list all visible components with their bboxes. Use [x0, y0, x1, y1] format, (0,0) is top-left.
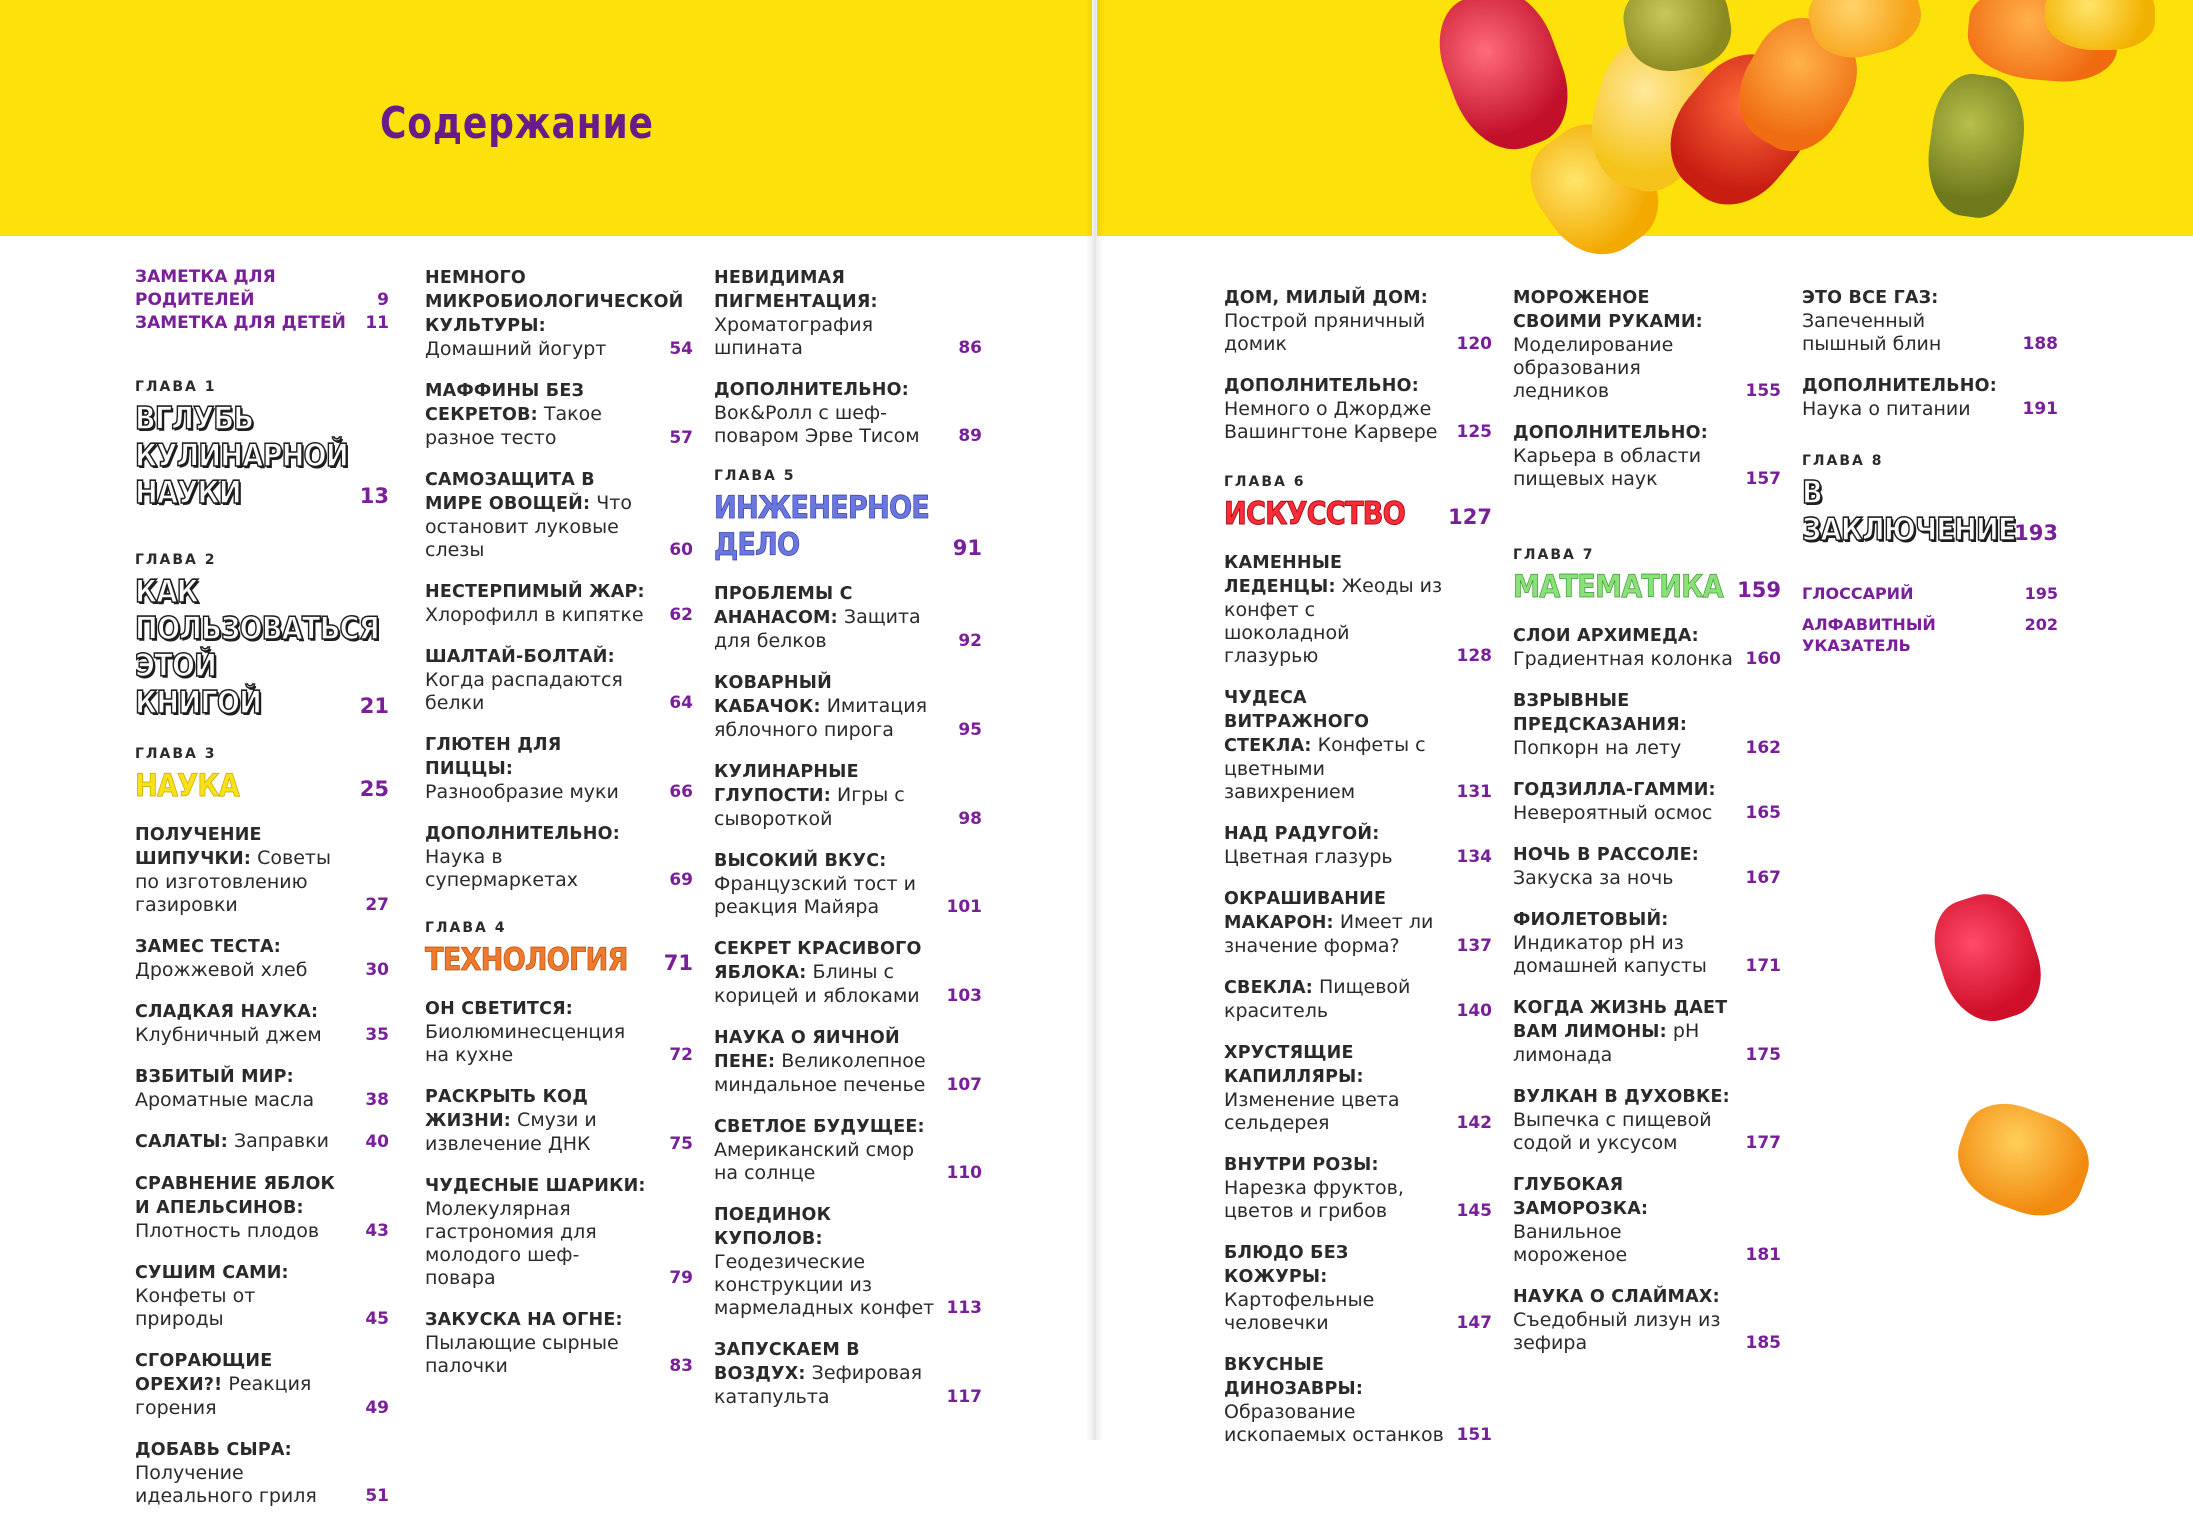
entry-description: Немного о Джордже Вашингтоне Карвере	[1224, 398, 1438, 443]
page-number: 147	[1456, 1313, 1492, 1333]
entry-description: Наука в супермаркетах	[425, 846, 579, 891]
toc-entry[interactable]	[425, 468, 693, 562]
toc-entry[interactable]	[1224, 976, 1492, 1023]
entry-title: СРАВНЕНИЕ ЯБЛОК И АПЕЛЬСИНОВ:	[135, 1174, 336, 1218]
entry-description: Клубничный джем	[135, 1024, 322, 1046]
entry-title: ГЛЮТЕН ДЛЯ ПИЦЦЫ:	[425, 735, 562, 779]
chapter-4[interactable]	[425, 920, 693, 979]
toc-entry[interactable]	[714, 266, 982, 360]
page-number: 79	[669, 1268, 693, 1288]
entry-description: Жеоды из конфет с шоколадной глазурью	[1224, 575, 1443, 667]
entry-description: Съедобный лизун из зефира	[1513, 1309, 1721, 1354]
page-number: 140	[1456, 1001, 1492, 1021]
entry-description: Реакция горения	[135, 1373, 312, 1419]
chapter-label: ГЛАВА 1	[135, 379, 217, 395]
entry-title: ГЛУБОКАЯ ЗАМОРОЗКА:	[1513, 1175, 1649, 1219]
page-number: 72	[669, 1045, 693, 1065]
entry-title: ПОЕДИНОК КУПОЛОВ:	[714, 1205, 832, 1249]
entry-description: Изменение цвета сельдерея	[1224, 1089, 1400, 1134]
entry-description: Советы по изготовлению газировки	[135, 847, 331, 916]
entry-description: Геодезические конструкции из мармеладных конфет	[714, 1251, 935, 1319]
toc-entry[interactable]	[1513, 1085, 1781, 1155]
toc-entry[interactable]	[714, 1115, 982, 1185]
page-number: 27	[365, 895, 389, 915]
page-number: 13	[359, 484, 389, 508]
page-number: 98	[958, 809, 982, 829]
toc-entry[interactable]	[1513, 624, 1781, 671]
entry-description: Ароматные масла	[135, 1089, 315, 1111]
page-number: 40	[365, 1132, 389, 1152]
entry-list	[714, 266, 982, 448]
toc-entry[interactable]	[1224, 1353, 1492, 1447]
toc-entry[interactable]	[425, 580, 693, 627]
page-number: 95	[958, 720, 982, 740]
page-number: 89	[958, 426, 982, 446]
page-number: 69	[669, 870, 693, 890]
entry-description: Конфеты с цветными завихрением	[1224, 734, 1426, 803]
toc-column-1	[135, 266, 389, 1526]
toc-entry[interactable]	[714, 582, 982, 653]
chapter-label: ГЛАВА 8	[1802, 453, 1884, 469]
entry-description: Невероятный осмос	[1513, 802, 1713, 824]
backmatter-index[interactable]	[1802, 614, 2058, 656]
entry-description: Заправки	[233, 1130, 329, 1152]
page-number: 171	[1745, 956, 1781, 976]
page-number: 71	[663, 951, 693, 975]
entry-title: ВУЛКАН В ДУХОВКЕ:	[1513, 1087, 1730, 1107]
page-number: 159	[1737, 578, 1781, 602]
page-number: 49	[365, 1398, 389, 1418]
entry-description: Нарезка фруктов, цветов и грибов	[1224, 1177, 1404, 1222]
entry-title: ДОПОЛНИТЕЛЬНО:	[1224, 376, 1419, 396]
page-number: 51	[365, 1486, 389, 1506]
entry-title: ВНУТРИ РОЗЫ:	[1224, 1155, 1379, 1175]
toc-entry[interactable]	[135, 1000, 389, 1047]
entry-title: ДОМ, МИЛЫЙ ДОМ:	[1224, 288, 1428, 308]
toc-entry[interactable]	[1802, 286, 2058, 356]
toc-entry[interactable]	[714, 849, 982, 919]
page-number: 9	[377, 290, 389, 310]
toc-entry[interactable]	[135, 1130, 389, 1154]
entry-title: ПОЛУЧЕНИЕ ШИПУЧКИ:	[135, 825, 262, 869]
page-title: Содержание	[380, 98, 654, 149]
entry-title: НАД РАДУГОЙ:	[1224, 824, 1380, 844]
entry-title: ЭТО ВСЕ ГАЗ:	[1802, 288, 1939, 308]
page-number: 127	[1448, 505, 1492, 529]
toc-entry[interactable]	[714, 937, 982, 1008]
page-number: 86	[958, 338, 982, 358]
page-number: 137	[1456, 936, 1492, 956]
toc-entry[interactable]	[1224, 1041, 1492, 1135]
toc-entry[interactable]	[1513, 286, 1781, 403]
entry-description: Цветная глазурь	[1224, 846, 1393, 868]
chapter-name: ИНЖЕНЕРНОЕ ДЕЛО	[714, 490, 930, 563]
page-number: 193	[2014, 521, 2058, 545]
page-number: 57	[669, 428, 693, 448]
page-number: 181	[1745, 1245, 1781, 1265]
toc-entry[interactable]	[425, 1085, 693, 1156]
entry-list	[1224, 551, 1492, 1447]
toc-entry[interactable]	[1513, 843, 1781, 890]
entry-description: Зефировая катапульта	[714, 1362, 923, 1408]
page-number: 188	[2022, 334, 2058, 354]
chapter-name: ТЕХНОЛОГИЯ	[425, 942, 628, 978]
toc-entry[interactable]	[1224, 374, 1492, 444]
toc-entry[interactable]	[135, 935, 389, 982]
entry-title: ЗАКУСКА НА ОГНЕ:	[425, 1310, 623, 1330]
toc-entry[interactable]	[425, 997, 693, 1067]
entry-title: СГОРАЮЩИЕ ОРЕХИ?!	[135, 1351, 273, 1395]
page-number: 175	[1745, 1045, 1781, 1065]
entry-title: СЛОИ АРХИМЕДА:	[1513, 626, 1699, 646]
entry-title: ДОБАВЬ СЫРА:	[135, 1440, 292, 1460]
toc-entry[interactable]	[714, 671, 982, 742]
page-number: 103	[946, 986, 982, 1006]
toc-entry[interactable]	[1224, 286, 1492, 356]
entry-description: Дрожжевой хлеб	[135, 959, 308, 981]
entry-description: Выпечка с пищевой содой и уксусом	[1513, 1109, 1712, 1154]
toc-entry[interactable]	[1513, 996, 1781, 1067]
entry-list	[425, 997, 693, 1378]
chapter-name: КАК ПОЛЬЗОВАТЬСЯ ЭТОЙ КНИГОЙ	[135, 574, 379, 721]
entry-list	[1513, 286, 1781, 491]
toc-entry[interactable]	[425, 1174, 693, 1290]
chapter-name: ВГЛУБЬ КУЛИНАРНОЙ НАУКИ	[135, 401, 348, 511]
entry-description: Вок&Ролл с шеф-поваром Эрве Тисом	[714, 402, 920, 447]
entry-title: БЛЮДО БЕЗ КОЖУРЫ:	[1224, 1243, 1349, 1287]
page-number: 25	[359, 777, 389, 801]
entry-title: НАУКА О СЛАЙМАХ:	[1513, 1287, 1720, 1307]
entry-title: НЕВИДИМАЯ ПИГМЕНТАЦИЯ:	[714, 268, 878, 312]
entry-description: pH лимонада	[1513, 1020, 1700, 1066]
entry-title: САМОЗАЩИТА В МИРЕ ОВОЩЕЙ:	[425, 470, 595, 514]
entry-title: СВЕКЛА:	[1224, 978, 1313, 998]
toc-entry[interactable]	[1224, 822, 1492, 869]
entry-title: СЕКРЕТ КРАСИВОГО ЯБЛОКА:	[714, 939, 922, 983]
chapter-label: ГЛАВА 5	[714, 468, 796, 484]
entry-description: Игры с сывороткой	[714, 784, 905, 830]
entry-list	[1224, 286, 1492, 444]
entry-title: ХРУСТЯЩИЕ КАПИЛЛЯРЫ:	[1224, 1043, 1364, 1087]
chapter-name: НАУКА	[135, 768, 239, 804]
entry-title: НОЧЬ В РАССОЛЕ:	[1513, 845, 1699, 865]
entry-title: СВЕТЛОЕ БУДУЩЕЕ:	[714, 1117, 925, 1137]
note-title: ЗАМЕТКА ДЛЯ ДЕТЕЙ	[135, 313, 346, 333]
page-number: 45	[365, 1309, 389, 1329]
toc-entry[interactable]	[425, 379, 693, 450]
toc-entry[interactable]	[425, 733, 693, 804]
entry-title: ДОПОЛНИТЕЛЬНО:	[1802, 376, 1997, 396]
chapter-3[interactable]	[135, 746, 389, 805]
toc-column-2	[425, 266, 693, 1396]
entry-description: Что остановит луковые слезы	[425, 492, 632, 561]
toc-entry[interactable]	[1224, 551, 1492, 668]
toc-entry[interactable]	[1224, 686, 1492, 804]
page-number: 157	[1745, 469, 1781, 489]
entry-title: НАУКА О ЯИЧНОЙ ПЕНЕ:	[714, 1028, 900, 1072]
page-number: 160	[1745, 649, 1781, 669]
toc-column-5	[1513, 286, 1781, 1373]
toc-entry[interactable]	[135, 1349, 389, 1420]
entry-description: Великолепное миндальное печенье	[714, 1050, 926, 1096]
toc-column-3	[714, 266, 982, 1427]
page-number: 107	[946, 1075, 982, 1095]
page-number: 64	[669, 693, 693, 713]
chapter-name: ИСКУССТВО	[1224, 496, 1405, 532]
entry-title: КОВАРНЫЙ КАБАЧОК:	[714, 673, 832, 717]
entry-description: Получение идеального гриля	[135, 1462, 317, 1507]
chapter-name: В ЗАКЛЮЧЕНИЕ	[1802, 475, 2016, 548]
toc-entry[interactable]	[714, 760, 982, 831]
entry-description: Пылающие сырные палочки	[425, 1332, 619, 1377]
entry-description: Закуска за ночь	[1513, 867, 1674, 889]
entry-description: Когда распадаются белки	[425, 669, 623, 714]
entry-title: РАСКРЫТЬ КОД ЖИЗНИ:	[425, 1087, 589, 1131]
entry-description: Молекулярная гастрономия для молодого шеф-повара	[425, 1198, 597, 1289]
toc-entry[interactable]	[135, 1065, 389, 1112]
entry-title: ШАЛТАЙ-БОЛТАЙ:	[425, 647, 615, 667]
page-number: 83	[669, 1356, 693, 1376]
entry-description: Картофельные человечки	[1224, 1289, 1375, 1334]
entry-description: Такое разное тесто	[425, 403, 602, 449]
page-number: 60	[669, 540, 693, 560]
page-number: 151	[1456, 1425, 1492, 1445]
entry-description: Наука о питании	[1802, 398, 1971, 420]
entry-title: ЧУДЕСА ВИТРАЖНОГО СТЕКЛА:	[1224, 688, 1370, 756]
toc-entry[interactable]	[714, 1026, 982, 1097]
entry-description: Карьера в области пищевых наук	[1513, 445, 1702, 490]
toc-column-4	[1224, 286, 1492, 1465]
entry-description: Запеченный пышный блин	[1802, 310, 1942, 355]
toc-entry[interactable]	[135, 1261, 389, 1331]
toc-entry[interactable]	[1513, 1173, 1781, 1267]
toc-entry[interactable]	[1802, 374, 2058, 421]
page-number: 62	[669, 605, 693, 625]
page-number: 162	[1745, 738, 1781, 758]
toc-entry[interactable]	[135, 1438, 389, 1508]
page-number: 75	[669, 1134, 693, 1154]
chapter-name: МАТЕМАТИКА	[1513, 569, 1723, 605]
page-number: 185	[1745, 1333, 1781, 1353]
chapter-label: ГЛАВА 6	[1224, 474, 1306, 490]
page-number: 92	[958, 631, 982, 651]
page-number: 165	[1745, 803, 1781, 823]
chapter-1[interactable]	[135, 379, 389, 512]
toc-entry[interactable]	[714, 378, 982, 448]
entry-description: Домашний йогурт	[425, 338, 607, 360]
page-number: 30	[365, 960, 389, 980]
entry-description: Французский тост и реакция Майяра	[714, 873, 917, 918]
chapter-label: ГЛАВА 4	[425, 920, 507, 936]
page-number: 191	[2022, 399, 2058, 419]
chapter-6[interactable]	[1224, 474, 1492, 533]
page-number: 117	[946, 1387, 982, 1407]
entry-title: ОКРАШИВАНИЕ МАКАРОН:	[1224, 889, 1387, 933]
page-number: 43	[365, 1221, 389, 1241]
entry-title: СУШИМ САМИ:	[135, 1263, 289, 1283]
entry-title: ДОПОЛНИТЕЛЬНО:	[1513, 423, 1708, 443]
entry-list	[1513, 624, 1781, 1355]
entry-title: ОН СВЕТИТСЯ:	[425, 999, 573, 1019]
entry-description: Индикатор pH из домашней капусты	[1513, 932, 1707, 977]
chapter-label: ГЛАВА 3	[135, 746, 217, 762]
entry-description: Разнообразие муки	[425, 781, 619, 803]
page-number: 35	[365, 1025, 389, 1045]
page-number: 54	[669, 339, 693, 359]
note-parents[interactable]	[135, 266, 389, 312]
entry-title: КАМЕННЫЕ ЛЕДЕНЦЫ:	[1224, 553, 1343, 597]
note-title: ЗАМЕТКА ДЛЯ РОДИТЕЛЕЙ	[135, 267, 276, 310]
page-number: 113	[946, 1298, 982, 1318]
chapter-2[interactable]	[135, 552, 389, 722]
entry-title: ПРОБЛЕМЫ С АНАНАСОМ:	[714, 584, 853, 628]
toc-entry[interactable]	[425, 1308, 693, 1378]
entry-title: ЗАПУСКАЕМ В ВОЗДУХ:	[714, 1340, 860, 1384]
toc-entry[interactable]	[1513, 421, 1781, 491]
chapter-8[interactable]	[1802, 453, 2058, 549]
entry-title: ВЫСОКИЙ ВКУС:	[714, 851, 887, 871]
entry-title: НЕМНОГО МИКРОБИОЛОГИЧЕСКОЙ КУЛЬТУРЫ:	[425, 268, 684, 336]
entry-description: Построй пряничный домик	[1224, 310, 1426, 355]
entry-description: Хроматография шпината	[714, 314, 874, 359]
entry-description: Американский смор на солнце	[714, 1139, 915, 1184]
entry-description: Пищевой краситель	[1224, 976, 1411, 1022]
entry-title: КУЛИНАРНЫЕ ГЛУПОСТИ:	[714, 762, 859, 806]
note-kids[interactable]	[135, 312, 389, 335]
entry-description: Плотность плодов	[135, 1220, 320, 1242]
entry-title: ГОДЗИЛЛА-ГАММИ:	[1513, 780, 1716, 800]
toc-entry[interactable]	[1224, 1153, 1492, 1223]
page-number: 177	[1745, 1133, 1781, 1153]
entry-title: ДОПОЛНИТЕЛЬНО:	[714, 380, 909, 400]
page-number: 145	[1456, 1201, 1492, 1221]
page-number: 11	[365, 313, 389, 333]
page-number: 125	[1456, 422, 1492, 442]
entry-description: Биолюминесценция на кухне	[425, 1021, 626, 1066]
toc-entry[interactable]	[135, 823, 389, 917]
entry-list	[1802, 286, 2058, 421]
entry-title: ЧУДЕСНЫЕ ШАРИКИ:	[425, 1176, 646, 1196]
page-number: 21	[359, 694, 389, 718]
toc-entry[interactable]	[425, 822, 693, 892]
toc-entry[interactable]	[1513, 689, 1781, 760]
page-number: 110	[946, 1163, 982, 1183]
toc-entry[interactable]	[425, 645, 693, 715]
chapter-7[interactable]	[1513, 547, 1781, 606]
entry-title: МАФФИНЫ БЕЗ СЕКРЕТОВ:	[425, 381, 585, 425]
entry-title: МОРОЖЕНОЕ СВОИМИ РУКАМИ:	[1513, 288, 1703, 332]
entry-description: Градиентная колонка	[1513, 648, 1733, 670]
entry-description: Защита для белков	[714, 606, 921, 652]
entry-list	[714, 582, 982, 1409]
chapter-5[interactable]	[714, 468, 982, 564]
page-gutter	[1086, 0, 1104, 1440]
backmatter-title: ГЛОССАРИЙ	[1802, 584, 1914, 603]
entry-title: ФИОЛЕТОВЫЙ:	[1513, 910, 1669, 930]
entry-title: ВЗБИТЫЙ МИР:	[135, 1067, 294, 1087]
page-number: 134	[1456, 847, 1492, 867]
entry-title: СЛАДКАЯ НАУКА:	[135, 1002, 319, 1022]
toc-entry[interactable]	[714, 1203, 982, 1320]
backmatter-title: АЛФАВИТНЫЙ УКАЗАТЕЛЬ	[1802, 615, 1936, 655]
chapter-label: ГЛАВА 2	[135, 552, 217, 568]
page-number: 202	[2024, 615, 2058, 634]
page-number: 120	[1456, 334, 1492, 354]
toc-entry[interactable]	[1513, 1285, 1781, 1355]
page-number: 142	[1456, 1113, 1492, 1133]
entry-description: Блины с корицей и яблоками	[714, 961, 920, 1007]
entry-description: Ванильное мороженое	[1513, 1221, 1628, 1266]
toc-entry[interactable]	[1513, 778, 1781, 825]
page-number: 155	[1745, 381, 1781, 401]
page-number: 167	[1745, 868, 1781, 888]
backmatter-glossary[interactable]	[1802, 583, 2058, 604]
entry-description: Смузи и извлечение ДНК	[425, 1109, 597, 1155]
entry-description: Образование ископаемых останков	[1224, 1401, 1444, 1446]
page-number: 101	[946, 897, 982, 917]
entry-title: ВЗРЫВНЫЕ ПРЕДСКАЗАНИЯ:	[1513, 691, 1688, 735]
entry-description: Имеет ли значение форма?	[1224, 911, 1434, 957]
entry-description: Конфеты от природы	[135, 1285, 256, 1330]
toc-entry[interactable]	[1513, 908, 1781, 978]
page-number: 128	[1456, 646, 1492, 666]
entry-description: Моделирование образования ледников	[1513, 334, 1674, 402]
entry-title: САЛАТЫ:	[135, 1132, 228, 1152]
toc-entry[interactable]	[1224, 887, 1492, 958]
entry-description: Попкорн на лету	[1513, 737, 1682, 759]
page-number: 91	[952, 536, 982, 560]
toc-entry[interactable]	[425, 266, 693, 361]
page-number: 38	[365, 1090, 389, 1110]
entry-title: ДОПОЛНИТЕЛЬНО:	[425, 824, 620, 844]
page-number: 66	[669, 782, 693, 802]
entry-title: ЗАМЕС ТЕСТА:	[135, 937, 281, 957]
toc-column-6	[1802, 286, 2058, 666]
page-number: 131	[1456, 782, 1492, 802]
toc-entry[interactable]	[714, 1338, 982, 1409]
entry-description: Хлорофилл в кипятке	[425, 604, 644, 626]
entry-description: Имитация яблочного пирога	[714, 695, 928, 741]
toc-entry[interactable]	[1224, 1241, 1492, 1335]
page-number: 195	[2024, 584, 2058, 603]
entry-title: НЕСТЕРПИМЫЙ ЖАР:	[425, 582, 645, 602]
entry-title: КОГДА ЖИЗНЬ ДАЕТ ВАМ ЛИМОНЫ:	[1513, 998, 1728, 1042]
entry-list	[135, 823, 389, 1508]
chapter-label: ГЛАВА 7	[1513, 547, 1595, 563]
entry-list	[425, 266, 693, 892]
entry-title: ВКУСНЫЕ ДИНОЗАВРЫ:	[1224, 1355, 1364, 1399]
toc-entry[interactable]	[135, 1172, 389, 1243]
